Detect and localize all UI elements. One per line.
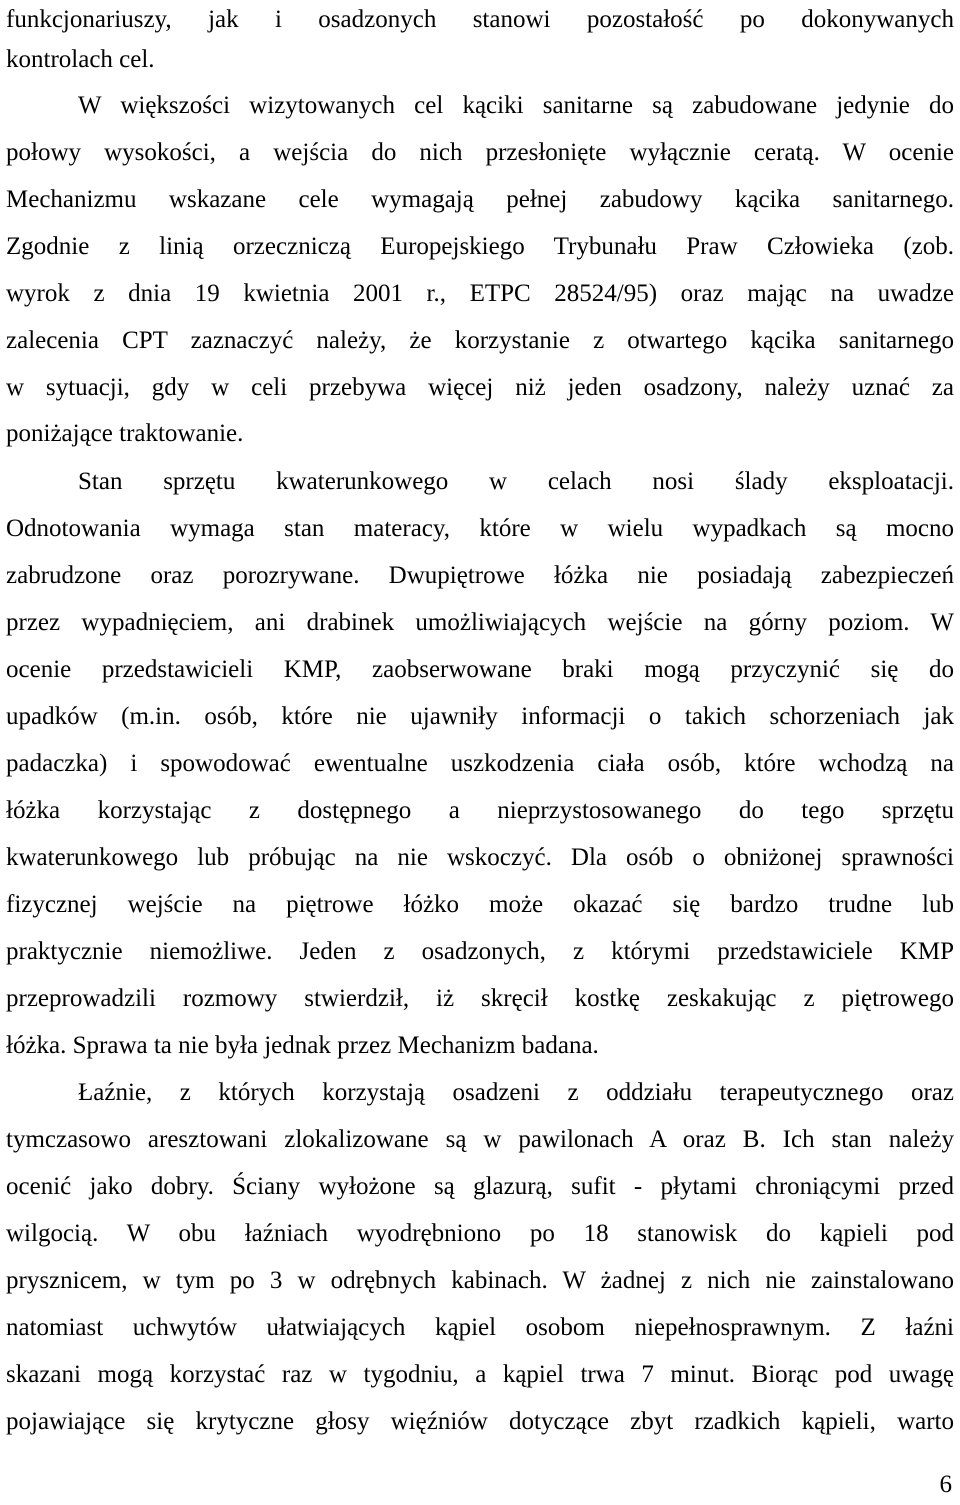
text-line: wyrok z dnia 19 kwietnia 2001 r., ETPC 28524/95) oraz mając na uwadze [6, 280, 954, 307]
text-line: funkcjonariuszy, jak i osadzonych stanowi pozostałość po dokonywanych [6, 6, 954, 33]
text-line: w sytuacji, gdy w celi przebywa więcej niż jeden osadzony, należy uznać za [6, 374, 954, 401]
text-line: ocenie przedstawicieli KMP, zaobserwowane braki mogą przyczynić się do [6, 656, 954, 683]
text-line: przeprowadzili rozmowy stwierdził, iż skręcił kostkę zeskakując z piętrowego [6, 985, 954, 1012]
text-line: połowy wysokości, a wejścia do nich przesłonięte wyłącznie ceratą. W ocenie [6, 139, 954, 166]
text-line: kwaterunkowego lub próbując na nie wskoczyć. Dla osób o obniżonej sprawności [6, 844, 954, 871]
text-line: poniżające traktowanie. [6, 420, 244, 447]
text-line: ocenić jako dobry. Ściany wyłożone są glazurą, sufit - płytami chroniącymi przed [6, 1173, 954, 1200]
text-line: przez wypadnięciem, ani drabinek umożliwiających wejście na górny poziom. W [6, 609, 954, 636]
text-line: łóżka korzystając z dostępnego a nieprzystosowanego do tego sprzętu [6, 797, 954, 824]
text-line: W większości wizytowanych cel kąciki sanitarne są zabudowane jedynie do [78, 92, 954, 119]
text-line: prysznicem, w tym po 3 w odrębnych kabinach. W żadnej z nich nie zainstalowano [6, 1267, 954, 1294]
text-line: Łaźnie, z których korzystają osadzeni z oddziału terapeutycznego oraz [78, 1079, 954, 1106]
text-line: łóżka. Sprawa ta nie była jednak przez Mechanizm badana. [6, 1032, 599, 1059]
text-line: Stan sprzętu kwaterunkowego w celach nosi ślady eksploatacji. [78, 468, 954, 495]
text-line: skazani mogą korzystać raz w tygodniu, a kąpiel trwa 7 minut. Biorąc pod uwagę [6, 1361, 954, 1388]
text-line: pojawiające się krytyczne głosy więźniów dotyczące zbyt rzadkich kąpieli, warto [6, 1408, 954, 1435]
text-line: natomiast uchwytów ułatwiających kąpiel osobom niepełnosprawnym. Z łaźni [6, 1314, 954, 1341]
text-line: kontrolach cel. [6, 46, 155, 73]
text-line: Odnotowania wymaga stan materacy, które w wielu wypadkach są mocno [6, 515, 954, 542]
page-number: 6 [939, 1471, 952, 1498]
text-line: zabrudzone oraz porozrywane. Dwupiętrowe łóżka nie posiadają zabezpieczeń [6, 562, 954, 589]
text-line: Zgodnie z linią orzeczniczą Europejskiego Trybunału Praw Człowieka (zob. [6, 233, 954, 260]
text-line: Mechanizmu wskazane cele wymagają pełnej zabudowy kącika sanitarnego. [6, 186, 954, 213]
text-line: wilgocią. W obu łaźniach wyodrębniono po 18 stanowisk do kąpieli pod [6, 1220, 954, 1247]
text-line: tymczasowo aresztowani zlokalizowane są w pawilonach A oraz B. Ich stan należy [6, 1126, 954, 1153]
text-line: praktycznie niemożliwe. Jeden z osadzonych, z którymi przedstawiciele KMP [6, 938, 954, 965]
text-line: padaczka) i spowodować ewentualne uszkodzenia ciała osób, które wchodzą na [6, 750, 954, 777]
text-line: zalecenia CPT zaznaczyć należy, że korzystanie z otwartego kącika sanitarnego [6, 327, 954, 354]
text-line: upadków (m.in. osób, które nie ujawniły informacji o takich schorzeniach jak [6, 703, 954, 730]
text-line: fizycznej wejście na piętrowe łóżko może okazać się bardzo trudne lub [6, 891, 954, 918]
